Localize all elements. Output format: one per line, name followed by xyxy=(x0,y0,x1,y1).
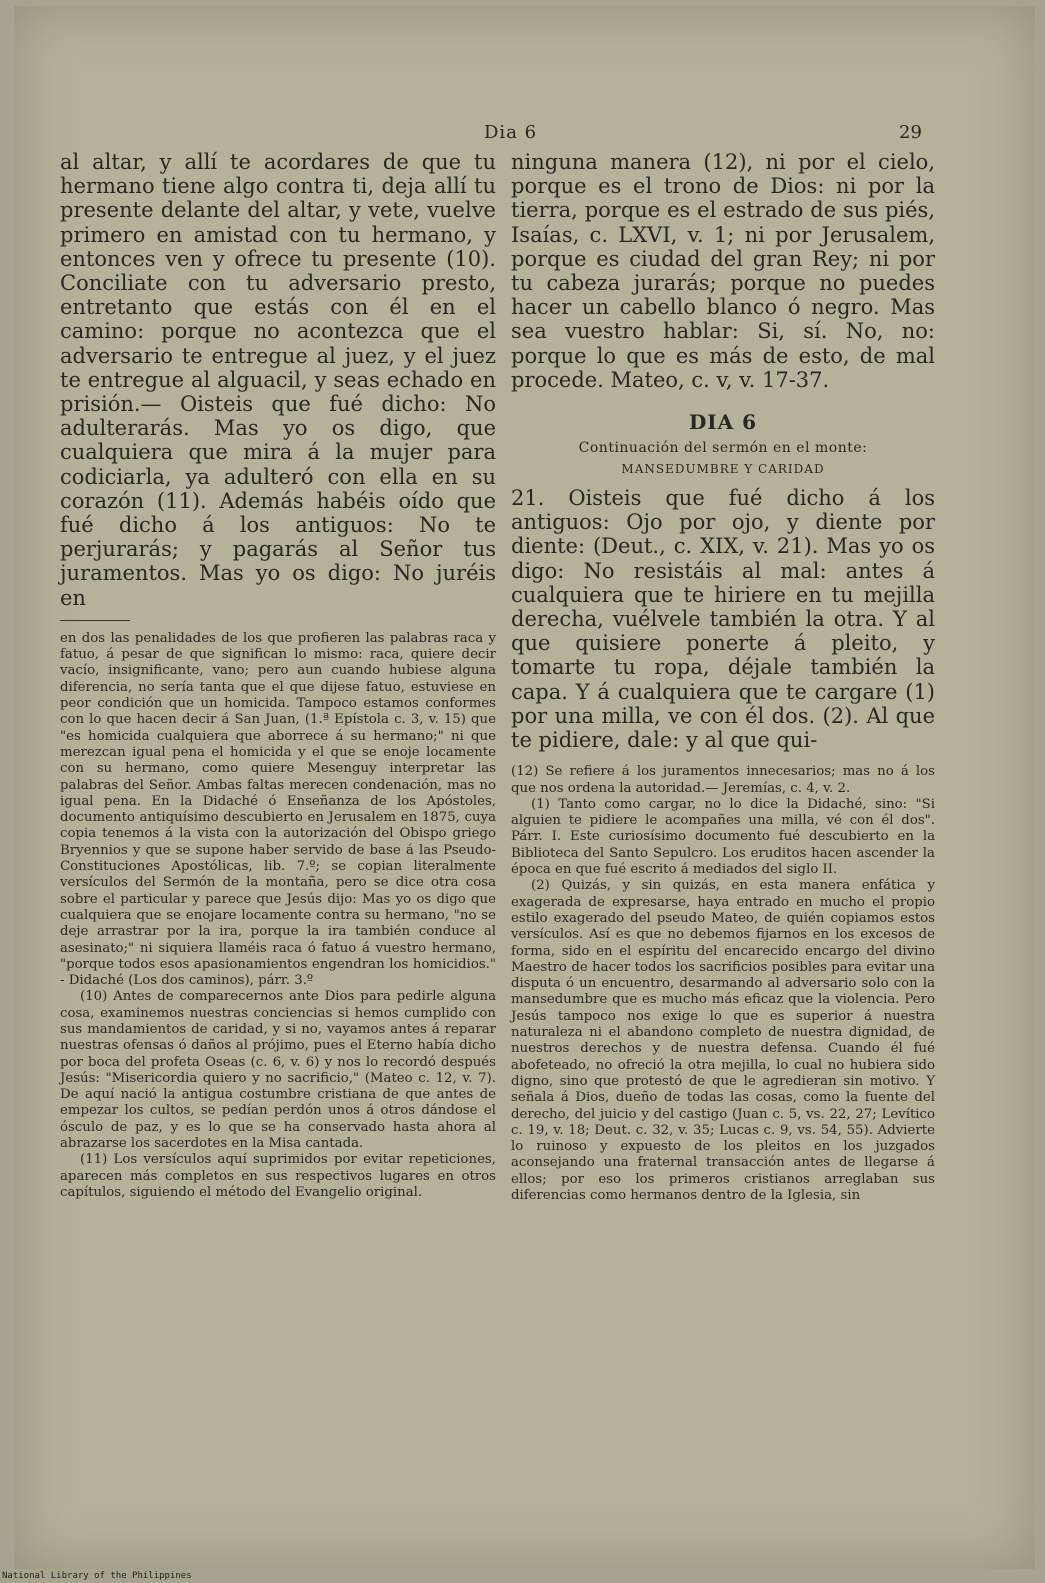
right-footnotes xyxy=(511,764,935,1204)
footnote-10: (10) Antes de comparecernos ante Dios para pedirle alguna cosa, examinemos nuestras conciencias si hemos cumplido con sus mandamientos de caridad, y si no, vayamos antes á reparar nuestras ofensas ó daños al prójimo, pues el Eterno había dicho por boca del profeta Oseas (c. 6, v. 6) y nos lo recordó después Jesús: "Misericordia quiero y no sacrificio," (Mateo c. 12, v. 7). De aquí nació la antigua costumbre cristiana de que antes de empezar los cultos, se pedían perdón unos á otros dándose el ósculo de paz, y es lo que se ha conservado hasta ahora al abrazarse los sacerdotes en la Misa cantada. xyxy=(60,989,496,1152)
left-column xyxy=(60,150,496,1201)
right-column xyxy=(511,150,935,1204)
section-subtitle: Continuación del sermón en el monte: xyxy=(578,440,868,457)
footnote-continued: en dos las penalidades de los que profieren las palabras raca y fatuo, á pesar de que significan lo mismo: raca, quiere decir vacío, insignificante, vano; pero aun cuando hubiese alguna diferencia, no sería tanta que el que dijese fatuo, estuviese en peor condición que un homicida. Tampoco estamos conformes con lo que hacen decir á San Juan, (1.ª Epístola c. 3, v. 15) que "es homicida cualquiera que aborrece á su hermano;" ni que merezcan igual pena el homicida y el que se enoje locamente con su hermano, como quiere Mesenguy interpretar las palabras del Señor. Ambas faltas merecen condenación, mas no igual pena. En la Didaché ó Enseñanza de los Apóstoles, documento antiquísimo descubierto en Jerusalem en 1875, cuya copia tenemos á la vista con la autorización del Obispo griego Bryennios y que se supone haber servido de base á las Pseudo-Constituciones Apostólicas, lib. 7.º; se copian literalmente versículos del Sermón de la montaña, pero se dice otra cosa sobre el particular y parece que Jesús dijo: Mas yo os digo que cualquiera que se enojare locamente contra su hermano, "no se deje arrastrar por la ira, porque la ira también conduce al asesinato;" ni siquiera llaméis raca ó fatuo á vuestro hermano, "porque todos esos apasionamientos engendran los homicidios." - Didaché (Los dos caminos), párr. 3.º xyxy=(60,630,496,989)
left-body-text: al altar, y allí te acordares de que tu hermano tiene algo contra ti, deja allí tu presente delante del altar, y vete, vuelve primero en amistad con tu hermano, y entonces ven y ofrece tu presente (10). Conciliate con tu adversario presto, entretanto que estás con él en el camino: porque no acontezca que el adversario te entregue al juez, y el juez te entregue al alguacil, y seas echado en prisión.— Oisteis que fué dicho: No adulterarás. Mas yo os digo, que cualquiera que mira á la mujer para codiciarla, ya adulteró con ella en su corazón (11). Además habéis oído que fué dicho á los antiguos: No te perjurarás; y pagarás al Señor tus juramentos. Mas yo os digo: No juréis en xyxy=(60,150,496,610)
page-number: 29 xyxy=(899,122,922,143)
footnote-rule xyxy=(60,620,130,621)
right-body-text-bottom: 21. Oisteis que fué dicho á los antiguos: Ojo por ojo, y diente por diente: (Deut., c. XIX, v. 21). Mas yo os digo: No resistáis al mal: antes á cualquiera que te hiriere en tu mejilla derecha, vuélvele también la otra. Y al que quisiere ponerte á pleito, y tomarte tu ropa, déjale también la capa. Y á cualquiera que te cargare (1) por una milla, ve con él dos. (2). Al que te pidiere, dale: y al que qui- xyxy=(511,486,935,753)
running-title: Dia 6 xyxy=(484,122,538,143)
right-body-text-top: ninguna manera (12), ni por el cielo, porque es el trono de Dios: ni por la tierra, porque es el estrado de sus piés, Isaías, c. LXVI, v. 1; ni por Jerusalem, porque es ciudad del gran Rey; ni por tu cabeza jurarás; porque no puedes hacer un cabello blanco ó negro. Mas sea vuestro hablar: Si, sí. No, no: porque lo que es más de esto, de mal procede. Mateo, c. v, v. 17-37. xyxy=(511,150,935,392)
footnote-11: (11) Los versículos aquí suprimidos por evitar repeticiones, aparecen más completos en sus respectivos lugares en otros capítulos, siguiendo el método del Evangelio original. xyxy=(60,1152,496,1200)
footnote-2: (2) Quizás, y sin quizás, en esta manera enfática y exagerada de expresarse, haya entrado en mucho el propio estilo exagerado del pseudo Mateo, de quién copiamos estos versículos. Así es que no debemos fijarnos en los excesos de forma, sido en el espíritu del encarecido encargo del divino Maestro de hacer todos los sacrificios posibles para evitar una disputa ó un encuentro, desarmando al adversario solo con la mansedumbre que es mucho más eficaz que la violencia. Pero Jesús tampoco nos exige lo que es superior á nuestra naturaleza ni el abandono completo de nuestra dignidad, de nuestros derechos y de nuestra defensa. Cuando él fué abofeteado, no ofreció la otra mejilla, lo cual no hubiera sido digno, sino que protestó de que le agredieran sin motivo. Y señala á Dios, dueño de todas las cosas, como la fuente del derecho, del juicio y del castigo (Juan c. 5, vs. 22, 27; Levítico c. 19, v. 18; Deut. c. 32, v. 35; Lucas c. 9, vs. 54, 55). Advierte lo ruinoso y expuesto de los pleitos en los juzgados aconsejando una fraternal transacción antes de llegarse á ellos; por eso los primeros cristianos arreglaban sus diferencias como hermanos dentro de la Iglesia, sin xyxy=(511,878,935,1203)
footnote-1: (1) Tanto como cargar, no lo dice la Didaché, sino: "Si alguien te pidiere le acompañes una milla, vé con él dos". Párr. I. Este curiosísimo documento fué descubierto en la Biblioteca del Santo Sepulcro. Los eruditos hacen ascender la época en que fué escrito á mediados del siglo II. xyxy=(511,796,935,878)
footnote-12: (12) Se refiere á los juramentos innecesarios; mas no á los que nos ordena la autoridad.— Jeremías, c. 4, v. 2. xyxy=(511,764,935,796)
section-subtitle-2: MANSEDUMBRE Y CARIDAD xyxy=(621,462,825,477)
left-footnotes xyxy=(60,631,496,1201)
library-credit: National Library of the Philippines xyxy=(2,1571,192,1581)
section-title: DIA 6 xyxy=(688,410,758,435)
